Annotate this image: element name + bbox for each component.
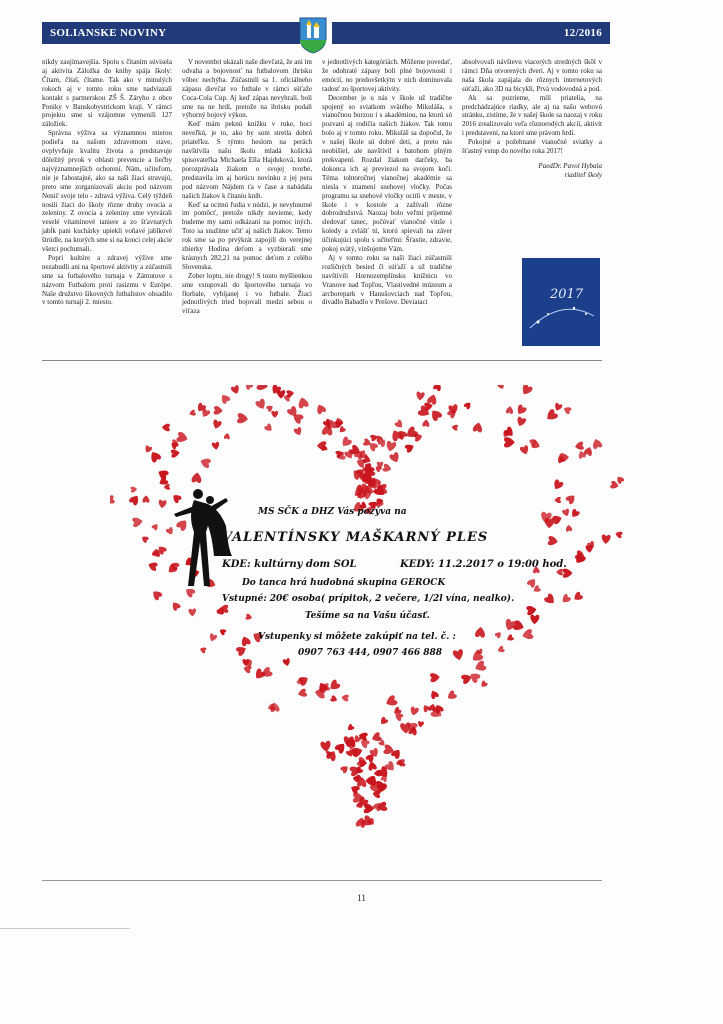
heart-petal (433, 385, 443, 392)
heart-petal (297, 396, 309, 409)
heart-petal (315, 403, 327, 415)
invitation-band: Do tanca hrá hudobná skupina GEROCK (242, 578, 446, 588)
paragraph: Popri kultúre a zdravej výžive sme nezabudli ani na športové aktivity a zúčastnili sme sa futbalového turnaja v Zámutove s názvom Futbalom proti rasizmu v Európe. Naše družstvo šikovných futbalistov obsadilo v tomto turnaji 2. miesto. (42, 253, 172, 307)
heart-petal (297, 688, 307, 698)
new-year-card-image (522, 258, 600, 346)
invitation-title: VALENTÍNSKY MAŠKARNÝ PLES (222, 530, 489, 545)
heart-petal (147, 561, 158, 572)
heart-petal (562, 405, 572, 414)
heart-petal (158, 499, 167, 508)
heart-petal (212, 442, 221, 451)
heart-petal (379, 716, 389, 726)
heart-petal (162, 424, 170, 432)
heart-petal (130, 486, 137, 493)
heart-petal (264, 423, 274, 433)
paragraph: absolvovali návštevu viacerých stredných škôl v rámci Dňa otvorených dverí. Aj v tomto roku sa naša škola zapájala do rôznych internetových súťaží, ako 3D na bicykli, Prvá vodovodná a pod. (462, 58, 602, 93)
heart-petal (293, 426, 303, 436)
heart-petal (340, 764, 350, 774)
bottom-divider (42, 880, 602, 881)
heart-petal (244, 385, 254, 390)
heart-petal (148, 449, 162, 463)
invitation-looking-forward: Tešíme sa na Vašu účasť. (305, 611, 430, 621)
heart-petal (574, 441, 584, 450)
signature-name: PaedDr. Pavol Hybala (538, 161, 602, 170)
paragraph: Zober loptu, nie drogy! S touto myšlienkou sme vstupovali do športového turnaja vo florbale, vybíjanej i vo futbale. Žiaci jednotlivých tried bojovali medzi sebou o víťaza (182, 271, 312, 316)
heart-petal (389, 452, 401, 465)
card-decoration-icon (522, 258, 600, 346)
heart-petal (553, 402, 563, 412)
heart-petal (504, 437, 515, 447)
heart-petal (552, 479, 565, 492)
heart-petal (191, 472, 202, 483)
invitation-when: KEDY: 11.2.2017 o 19:00 hod. (400, 559, 567, 570)
heart-petal (341, 694, 349, 702)
heart-petal (429, 408, 443, 422)
heart-petal (404, 442, 415, 453)
heart-petal (237, 413, 249, 424)
heart-petal (346, 723, 355, 732)
paragraph: Keď mám peknú knižku v ruke, hoci neveľkú, je to, ako by som stretla dobrú priateľku. S týmto heslom na perách navštívila našu školu mladá košická spisovateľka Michaela Ella Hajduková, ktorá porozprávala žiakom o svojej tvorbe, predstavila im aj horúcu novinku z jej pera pod názvom Nájdem ťa v čase a nabádala našich žiakov k čítaniu kníh. (182, 120, 312, 200)
heart-petal (515, 404, 527, 417)
heart-petal (364, 804, 374, 814)
heart-petal (245, 613, 252, 620)
heart-petal (446, 690, 458, 702)
heart-petal (591, 438, 603, 450)
invitation-intro: MS SČK a DHZ Vás pozýva na (258, 507, 407, 517)
heart-petal (188, 608, 196, 616)
paragraph: December je u nás v škole už tradične spojený so sviatkom svätého Mikuláša, s vianočnou burzou i s akadémiou, na ktorú sú pozvaní aj rodičia našich žiakov. Tak tomu bolo aj v tomto roku. Mikuláš sa dopočul, že v našej škole sú dobré deti, a preto nás neobišiel, ale navštívil s batohom plným prekvapení. Rozdal žiakom darčeky, ba dokonca ich aj previezol na svojom koči. Téma tohtoročnej vianočnej akadémie sa niesla v znamení snehovej vločky. Počas programu sa snehové vločky ocitli v meste, v škole i v kostole a zažívali rôzne dobrodružstvá. Naozaj bolo veľmi príjemné sledovať tanec, počúvať vianočné vinše i koledy a zvlášť tú, ktorú spievali na záver účinkujúci spolu s učiteľmi: Šťastie, zdravie, pokoj svätý, vinšujeme Vám. (322, 93, 452, 254)
heart-petal (473, 422, 484, 433)
heart-petal (429, 689, 439, 700)
heart-petal (199, 457, 211, 469)
heart-petal (520, 385, 534, 397)
heart-petal (218, 628, 226, 636)
invitation-where: KDE: kultúrny dom SOL (222, 559, 357, 570)
heart-petal (270, 702, 280, 712)
heart-petal (394, 419, 405, 430)
heart-petal (430, 673, 440, 683)
heart-petal (230, 385, 240, 395)
heart-petal (330, 695, 339, 703)
signature-role: riaditeľ školy (564, 170, 602, 179)
heart-petal (235, 644, 247, 656)
heart-petal (326, 749, 339, 762)
invitation-phones: 0907 763 444, 0907 466 888 (298, 648, 443, 658)
page-number: 11 (357, 893, 366, 903)
heart-petal (212, 419, 223, 430)
paragraph: Pokojné a požehnané vianočné sviatky a šťastný vstup do nového roka 2017! (462, 138, 602, 156)
village-crest-icon (298, 16, 328, 54)
heart-petal (506, 406, 514, 414)
heart-petal (255, 398, 268, 411)
heart-petal (565, 493, 577, 505)
paper-name-band: SOLIANSKE NOVINY (42, 22, 300, 44)
heart-petal (208, 633, 217, 643)
heart-petal (189, 409, 197, 416)
heart-petal (271, 411, 278, 418)
heart-petal (328, 679, 341, 692)
heart-petal (213, 406, 223, 415)
heart-petal (282, 658, 291, 667)
paragraph: nikdy zaujímavejšia. Spolu s čítaním súvisela aj aktivita Záložka do knihy spája školy: Čítam, čítaš, čítame. Tak ako v minulých rokoch aj v tomto roku sme nadviazali kontakt s partnerskou ZŠ Š. Záryho z obce Poniky v Banskobystrickom kraji. V rámci projektu sme si vzájomne vymenili 127 záložiek. (42, 58, 172, 129)
heart-petal (421, 703, 430, 712)
paragraph: Ak sa pozrieme, milí priatelia, na predchádzajúce riadky, ale aj na našu webovú stránku, zistíme, že v našej škole sa naozaj v roku 2016 zrealizovalo veľa rôznorodých akcií, aktivít i predstavení, na ktoré sme právom hrdí. (462, 93, 602, 138)
heart-petal (219, 393, 231, 405)
heart-petal (240, 635, 252, 647)
paragraph: v jednotlivých kategóriách. Môžeme povedať, že odohraté zápasy boli plné bojovnosti i emócií, no predovšetkým v nich dominovala radosť zo športovej aktivity. (322, 58, 452, 93)
heart-petal (144, 445, 153, 454)
heart-petal (417, 721, 424, 728)
heart-petal (554, 497, 561, 504)
heart-petal (199, 646, 207, 654)
heart-petal (479, 680, 488, 689)
heart-petal (409, 706, 419, 716)
paragraph: Aj v tomto roku sa naši žiaci zúčastnili rozličných besied či súťaží a už tradične navštívili Hornozemplínsku knižnicu vo Vranove nad Topľou, Vlastivedné múzeum a arcborepark v Hanušovciach nad Topľou, divadlo Babadlo v Prešove. Deviataci (322, 253, 452, 307)
invitation-entry: Vstupné: 20€ osoba( prípitok, 2 večere, 1/2l vína, nealko). (222, 594, 515, 604)
heart-petal (451, 424, 458, 431)
paragraph: V novembri ukázali naše dievčatá, že ani im odvaha a bojovnosť na futbalovom ihrisku vôbec nechýba. Zúčastnili sa 1. oficiálneho zápasu dievčat vo futbale v rámci súťaže Coca-Cola Cup. Aj keď zápas nevyhrali, boli sme na ne hrdí, pretože na ihrisku podali výborný bojový výkon. (182, 58, 312, 120)
heart-petal (382, 463, 392, 473)
heart-petal (416, 391, 425, 401)
heart-petal (497, 385, 506, 390)
heart-petal (151, 522, 159, 530)
heart-petal (320, 741, 331, 753)
heart-petal (171, 449, 181, 458)
heart-petal (150, 588, 163, 601)
heart-petal (473, 660, 487, 673)
heart-petal (461, 672, 473, 684)
heart-petal (286, 389, 294, 397)
heart-petal (170, 600, 181, 611)
card-year: 2017 (550, 287, 584, 302)
heart-petal (422, 419, 429, 427)
heart-petal (340, 436, 353, 449)
article-column-2 (182, 58, 312, 316)
heart-petal (132, 516, 143, 527)
scan-edge-line (0, 928, 130, 929)
heart-petal (384, 694, 398, 708)
heart-petal (256, 385, 269, 392)
heart-petal (128, 493, 141, 506)
heart-petal (516, 416, 527, 427)
article-column-3 (322, 58, 452, 307)
section-divider (42, 360, 602, 361)
heart-petal (519, 445, 530, 456)
issue-band: 12/2016 (332, 22, 610, 44)
heart-petal (367, 761, 377, 771)
heart-petal (385, 440, 397, 452)
paragraph: Správna výživa sa významnou mierou podieľa na našom zdravotnom stave, ovplyvňuje kvalitu života a predstavuje dôležitý prvok v oblasti prevencie a liečby najvýznamnejších ochorení. Nám, učiteľom, nie je ľahostajné, ako sa naši žiaci stravujú, preto sme zorganizovali akciu pod názvom Nenič svoje telo - zdravá výživa. Celý týždeň nosili žiaci do školy rôzne druhy ovocia a zeleniny. Z ovocia a zeleniny sme vytvárali veselé vitamínové taniere a zo šťavnatých jabĺk pani kuchárky upiekli voňavé jablkové štrúdle, na ktorých sme si na konci celej akcie všetci pochutnali. (42, 129, 172, 254)
heart-petal (176, 431, 189, 444)
heart-petal (142, 495, 149, 503)
invitation-tickets: Vstupenky si môžete zakúpiť na tel. č. : (258, 632, 456, 642)
heart-petal (110, 495, 115, 505)
paragraph: Keď sa ocitnú ľudia v núdzi, je nevyhnutné im pomôcť, pretože nikdy nevieme, kedy budeme my sami odkázaní na pomoc iných. Toto sa snažíme učiť aj našich žiakov. Tento rok sme sa po prvýkrát zapojili do verejnej zbierky Hodina deťom a vyzbierali sme krásnych 282,21 na pomoc deťom z celého Slovenska. (182, 200, 312, 271)
article-column-4 (462, 58, 602, 180)
heart-petal (370, 732, 382, 744)
article-column-1 (42, 58, 172, 307)
heart-petal (140, 535, 149, 544)
heart-petal (503, 426, 516, 439)
heart-petal (224, 433, 231, 440)
heart-petal (463, 401, 472, 410)
